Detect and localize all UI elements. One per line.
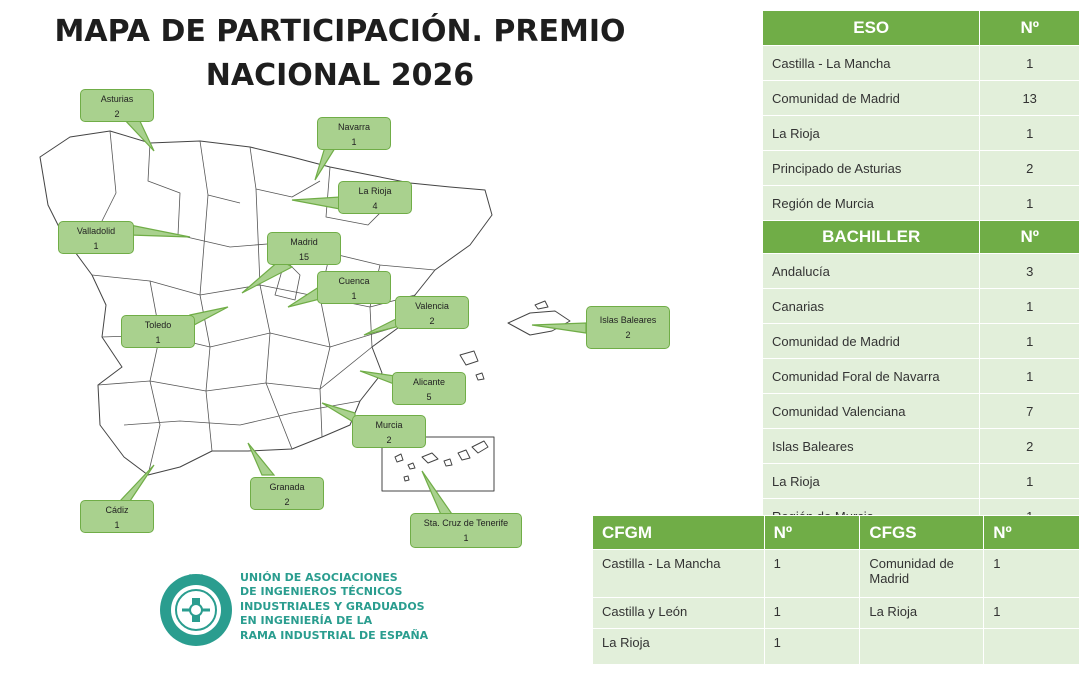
title-line-2: NACIONAL 2026 <box>205 58 475 93</box>
eso-count: 1 <box>980 116 1080 151</box>
cfgs-region: Comunidad de Madrid <box>860 550 984 598</box>
bachiller-region: Comunidad Valenciana <box>763 394 980 429</box>
eso-num-header: Nº <box>980 11 1080 46</box>
eso-region: La Rioja <box>763 116 980 151</box>
eso-header: ESO <box>763 11 980 46</box>
callout-islas-baleares <box>586 306 670 349</box>
logo-line: UNIÓN DE ASOCIACIONES <box>240 571 398 584</box>
callout-name: Valencia <box>415 301 449 311</box>
bachiller-count: 1 <box>980 359 1080 394</box>
cfgs-count <box>984 629 1080 665</box>
callout-alicante <box>392 372 466 405</box>
bachiller-header: BACHILLER <box>763 221 980 254</box>
cfgs-num-header: Nº <box>984 516 1080 550</box>
callout-count: 2 <box>625 330 631 340</box>
bachiller-region: Islas Baleares <box>763 429 980 464</box>
callout-name: Toledo <box>144 320 172 330</box>
bachiller-count: 3 <box>980 254 1080 289</box>
cfgm-region: Castilla - La Mancha <box>593 550 765 598</box>
callout-count: 2 <box>284 497 290 507</box>
emblem-icon <box>158 568 234 648</box>
callout-name: Madrid <box>290 237 318 247</box>
logo-line: INDUSTRIALES Y GRADUADOS <box>240 599 425 613</box>
callout-name: Granada <box>269 482 305 492</box>
callout-name: Valladolid <box>76 226 116 236</box>
cfgs-region <box>860 629 984 665</box>
eso-count: 1 <box>980 46 1080 81</box>
logo-line: RAMA INDUSTRIAL DE ESPAÑA <box>240 628 429 642</box>
callout-murcia <box>352 415 426 448</box>
bachiller-count: 1 <box>980 464 1080 499</box>
callout-name: Islas Baleares <box>599 315 657 325</box>
callout-count: 5 <box>426 392 432 402</box>
callout-name: Sta. Cruz de Tenerife <box>423 518 509 528</box>
callout-name: Alicante <box>412 377 446 387</box>
callout-valladolid <box>58 221 134 254</box>
callout-asturias <box>80 89 154 122</box>
cfgs-count: 1 <box>984 598 1080 629</box>
cfgm-count: 1 <box>764 629 860 665</box>
bachiller-count: 1 <box>980 289 1080 324</box>
cfgm-cfgs-table <box>592 515 1080 665</box>
bachiller-count: 7 <box>980 394 1080 429</box>
cfgs-header: CFGS <box>860 516 984 550</box>
organization-logo <box>158 568 234 653</box>
callout-name: Navarra <box>337 122 370 132</box>
callout-name: Asturias <box>100 94 134 104</box>
cfgm-num-header: Nº <box>764 516 860 550</box>
bachiller-region: Andalucía <box>763 254 980 289</box>
cfgm-region: La Rioja <box>593 629 765 665</box>
callout-la-rioja <box>338 181 412 214</box>
bachiller-count: 1 <box>980 324 1080 359</box>
callout-toledo <box>121 315 195 348</box>
callout-count: 2 <box>114 109 120 119</box>
callout-navarra <box>317 117 391 150</box>
callout-count: 1 <box>351 291 357 301</box>
callout-cadiz <box>80 500 154 533</box>
callout-count: 2 <box>386 435 392 445</box>
cfgs-region: La Rioja <box>860 598 984 629</box>
eso-region: Principado de Asturias <box>763 151 980 186</box>
callout-count: 1 <box>351 137 357 147</box>
cfgm-count: 1 <box>764 550 860 598</box>
cfgm-region: Castilla y León <box>593 598 765 629</box>
callout-name: Cuenca <box>338 276 370 286</box>
callout-count: 1 <box>155 335 161 345</box>
callout-name: Cádiz <box>105 505 129 515</box>
callout-madrid <box>267 232 341 265</box>
callout-count: 1 <box>463 533 469 543</box>
callout-granada <box>250 477 324 510</box>
callout-name: Murcia <box>375 420 403 430</box>
cfgs-count: 1 <box>984 550 1080 598</box>
eso-region: Comunidad de Madrid <box>763 81 980 116</box>
callout-count: 1 <box>114 520 120 530</box>
callout-count: 1 <box>93 241 99 251</box>
balearic-islands <box>508 311 570 335</box>
bachiller-count: 2 <box>980 429 1080 464</box>
logo-line: EN INGENIERÍA DE LA <box>240 614 373 628</box>
callout-cuenca <box>317 271 391 304</box>
organization-name <box>240 571 428 643</box>
title-line-1: MAPA DE PARTICIPACIÓN. PREMIO <box>54 14 626 49</box>
eso-region: Región de Murcia <box>763 186 980 221</box>
bachiller-region: Canarias <box>763 289 980 324</box>
eso-bachiller-table <box>762 10 1080 534</box>
bachiller-region: Comunidad de Madrid <box>763 324 980 359</box>
cfgm-header: CFGM <box>593 516 765 550</box>
eso-count: 13 <box>980 81 1080 116</box>
callout-santa-cruz-tenerife <box>410 513 522 548</box>
callout-name: La Rioja <box>358 186 392 196</box>
eso-count: 2 <box>980 151 1080 186</box>
callout-count: 15 <box>298 252 309 262</box>
logo-line: DE INGENIEROS TÉCNICOS <box>240 585 403 599</box>
eso-count: 1 <box>980 186 1080 221</box>
callout-valencia <box>395 296 469 329</box>
bachiller-region: La Rioja <box>763 464 980 499</box>
callout-count: 4 <box>372 201 378 211</box>
bachiller-num-header: Nº <box>980 221 1080 254</box>
eso-region: Castilla - La Mancha <box>763 46 980 81</box>
bachiller-region: Comunidad Foral de Navarra <box>763 359 980 394</box>
callout-count: 2 <box>429 316 435 326</box>
cfgm-count: 1 <box>764 598 860 629</box>
